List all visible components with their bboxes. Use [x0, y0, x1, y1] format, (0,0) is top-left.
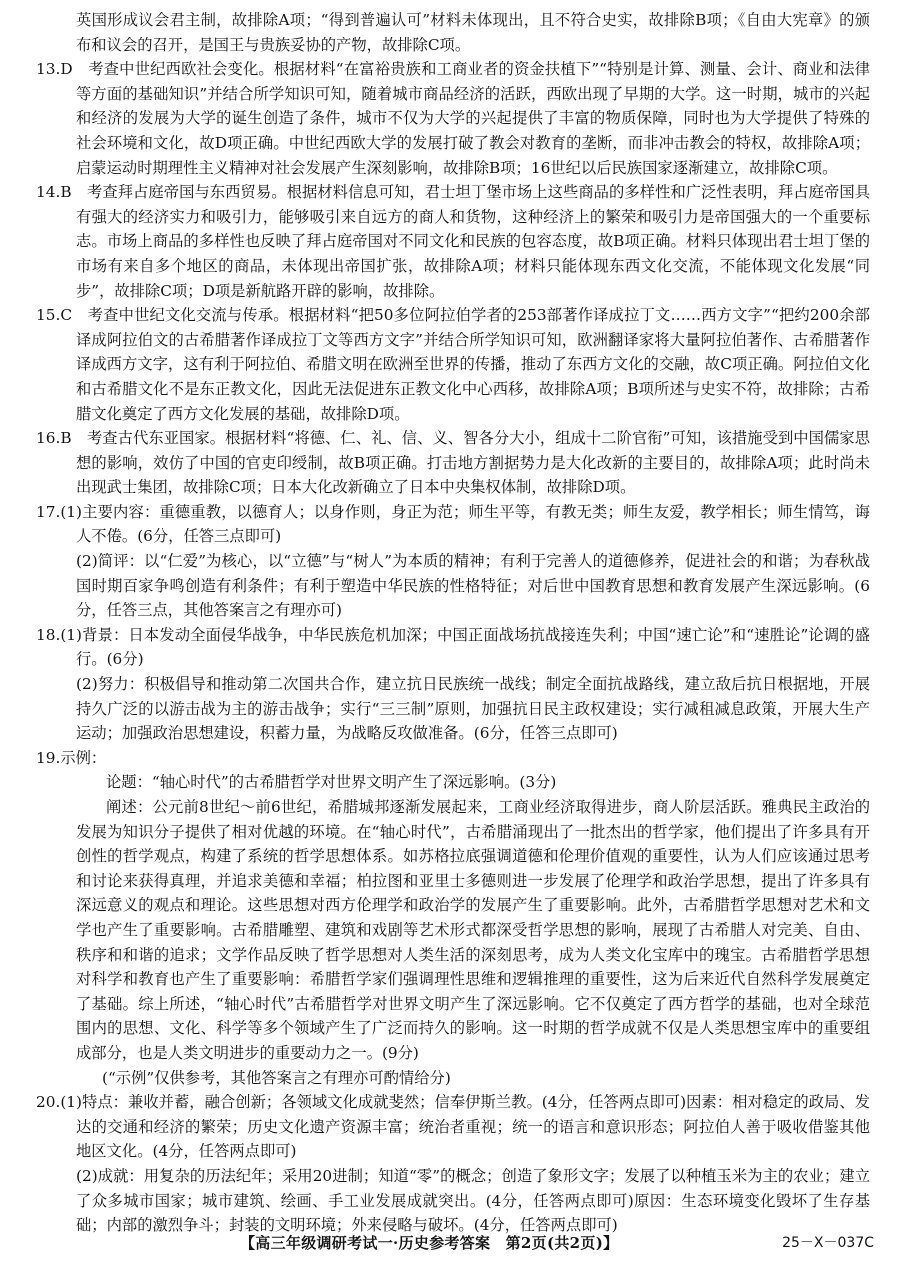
answer-13: 13.D 考查中世纪西欧社会变化。根据材料“在富裕贵族和工商业者的资金扶植下”“特别是计算、测量、会计、商业和法律等方面的基础知识”并结合所学知识可知，随着城市商品经济的活跃，西欧出现了早期的大学。这一时期，城市的兴起和经济的发展为大学的诞生创造了条件，城市不仅为大学的兴起提供了丰富的物质保障，同时也为大学提供了特殊的社会环境和文化，故D项正确。中世纪西欧大学的发展打破了教会对教育的垄断，而非冲击教会的特权，故排除A项；启蒙运动时期理性主义精神对社会发展产生深刻影响，故排除B项；16世纪以后民族国家逐渐建立，故排除C项。 — [36, 60, 870, 177]
answer-20-part1: 20.(1)特点：兼收并蓄，融合创新；各领域文化成就斐然；信奉伊斯兰教。(4分，任答两点即可)因素：相对稳定的政局、发达的交通和经济的繁荣；历史文化遗产资源丰富；统治者重视；统一的语言和意识形态；阿拉伯人善于吸收借鉴其他地区文化。(4分，任答两点即可) — [36, 1093, 870, 1161]
answer-19-heading: 19.示例： — [36, 748, 107, 767]
document-code: 25－X－037C — [782, 1235, 874, 1251]
answer-19-body: 阐述：公元前8世纪～前6世纪，希腊城邦逐渐发展起来，工商业经济取得进步，商人阶层活跃。雅典民主政治的发展为知识分子提供了相对优越的环境。在“轴心时代”，古希腊涌现出了一批杰出的哲学家，他们提出了许多具有开创性的哲学观点，构建了系统的哲学思想体系。如苏格拉底强调道德和伦理价值观的重要性，认为人们应该通过思考和讨论来获得真理，并追求美德和幸福；柏拉图和亚里士多德则进一步发展了伦理学和政治学思想，提出了许多具有深远意义的观点和理论。这些思想对西方伦理学和政治学的发展产生了重要影响。此外，古希腊哲学思想对艺术和文学也产生了重要影响。古希腊雕塑、建筑和戏剧等艺术形式都深受哲学思想的影响，展现了古希腊人对完美、自由、秩序和和谐的追求；文学作品反映了哲学思想对人类生活的深刻思考，成为人类文化宝库中的瑰宝。古希腊哲学思想对科学和教育也产生了重要影响：希腊哲学家们强调理性思维和逻辑推理的重要性，这为后来近代自然科学发展奠定了基础。综上所述，“轴心时代”古希腊哲学对世界文明产生了深远影响。它不仅奠定了西方哲学的基础，也对全球范围内的思想、文化、科学等多个领域产生了广泛而持久的影响。这一时期的哲学成就不仅是人类思想宝库中的重要组成部分，也是人类文明进步的重要动力之一。(9分) — [76, 798, 870, 1062]
answer-20-part2: (2)成就：用复杂的历法纪年；采用20进制；知道“零”的概念；创造了象形文字；发展了以种植玉米为主的农业；建立了众多城市国家；城市建筑、绘画、手工业发展成就突出。(4分，任答两点即可)原因：生态环境变化毁坏了生存基础；内部的激烈争斗；封装的文明环境；外来侵略与破坏。(4分，任答两点即可) — [76, 1166, 870, 1235]
answer-19-thesis: 论题：“轴心时代”的古希腊哲学对世界文明产生了深远影响。(3分) — [106, 773, 557, 792]
page-footer — [0, 1232, 900, 1258]
answer-18-part2: (2)努力：积极倡导和推动第二次国共合作，建立抗日民族统一战线；制定全面抗战路线，建立敌后抗日根据地，开展持久广泛的以游击战为主的游击战争；实行“三三制”原则，加强抗日民主政权建设；实行减租减息政策，开展大生产运动；加强政治思想建设，积蓄力量，为战略反攻做准备。(6分，任答三点即可) — [76, 675, 870, 743]
answer-content — [36, 8, 870, 1238]
answer-19-note: (“示例”仅供参考，其他答案言之有理亦可酌情给分) — [102, 1068, 451, 1087]
answer-17-part1: 17.(1)主要内容：重德重教，以德育人；以身作则，身正为范；师生平等，有教无类；师生友爱，教学相长；师生情笃，诲人不倦。(6分，任答三点即可) — [36, 502, 870, 546]
answer-12-continuation: 英国形成议会君主制，故排除A项；“得到普遍认可”材料未体现出，且不符合史实，故排除B项；《自由大宪章》的颁布和议会的召开，是国王与贵族妥协的产物，故排除C项。 — [76, 11, 870, 54]
answer-16: 16.B 考查古代东亚国家。根据材料“将德、仁、礼、信、义、智各分大小，组成十二阶官衔”可知，该措施受到中国儒家思想的影响，效仿了中国的官吏印绶制，故B项正确。打击地方割据势力是大化改新的主要目的，故排除A项；此时尚未出现武士集团，故排除C项；日本大化改新确立了日本中央集权体制，故排除D项。 — [36, 429, 870, 497]
answer-14: 14.B 考查拜占庭帝国与东西贸易。根据材料信息可知，君士坦丁堡市场上这些商品的多样性和广泛性表明，拜占庭帝国具有强大的经济实力和吸引力，能够吸引来自远方的商人和货物，这种经济上的繁荣和吸引力是帝国强大的一个重要标志。市场上商品的多样性也反映了拜占庭帝国对不同文化和民族的包容态度，故B项正确。材料只体现出君士坦丁堡的市场有来自多个地区的商品，未体现出帝国扩张，故排除A项；材料只能体现东西文化交流，不能体现文化发展“同步”，故排除C项；D项是新航路开辟的影响，故排除。 — [36, 183, 870, 300]
footer-title: 【高三年级调研考试一·历史参考答案 第2页(共2页)】 — [240, 1234, 619, 1252]
answer-17-part2: (2)简评：以“仁爱”为核心，以“立德”与“树人”为本质的精神；有利于完善人的道德修养，促进社会的和谐；为春秋战国时期百家争鸣创造有利条件；有利于塑造中华民族的性格特征；对后世中国教育思想和教育发展产生深远影响。(6分，任答三点，其他答案言之有理亦可) — [76, 552, 870, 620]
answer-15: 15.C 考查中世纪文化交流与传承。根据材料“把50多位阿拉伯学者的253部著作译成拉丁文……西方文字”“把约200余部译成阿拉伯文的古希腊著作译成拉丁文等西方文字”并结合所学知识可知，欧洲翻译家将大量阿拉伯著作、古希腊著作译成西方文字，这有利于阿拉伯、希腊文明在欧洲至世界的传播，推动了东西方文化的交融，故C项正确。阿拉伯文化和古希腊文化不是东正教文化，因此无法促进东正教文化中心西移，故排除A项；B项所述与史实不符，故排除；古希腊文化奠定了西方文化发展的基础，故排除D项。 — [36, 306, 870, 423]
answer-18-part1: 18.(1)背景：日本发动全面侵华战争，中华民族危机加深；中国正面战场抗战接连失利；中国“速亡论”和“速胜论”论调的盛行。(6分) — [36, 625, 870, 669]
